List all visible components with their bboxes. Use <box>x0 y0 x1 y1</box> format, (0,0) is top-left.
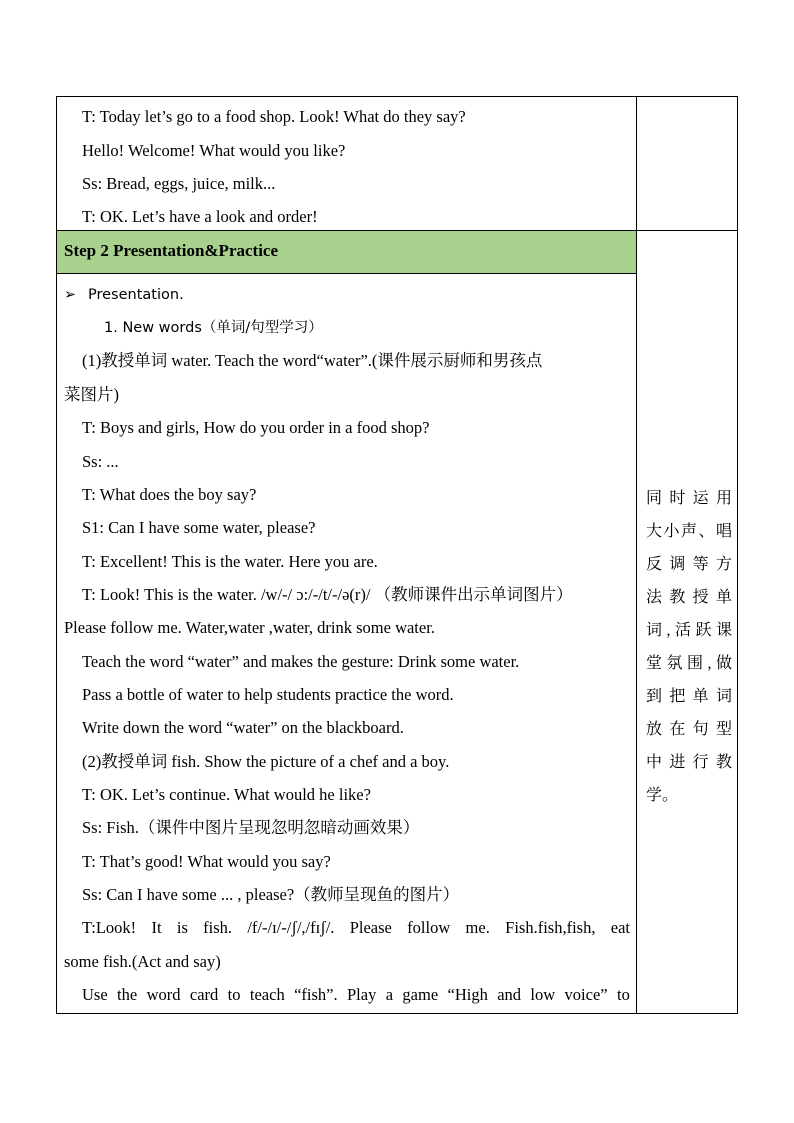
note-char: 中 <box>646 754 663 771</box>
note-char: 进 <box>669 754 686 771</box>
word: and <box>497 985 522 1004</box>
note-char: 小 <box>663 523 680 540</box>
note-char: 氛 <box>666 655 683 672</box>
word: eat <box>610 918 630 937</box>
table-border-top <box>56 96 738 97</box>
word: “fish”. <box>294 985 338 1004</box>
table-border-right <box>737 96 738 1014</box>
teaching-note-line <box>646 482 732 515</box>
body-line: T: Boys and girls, How do you order in a food shop? <box>82 418 430 437</box>
body-line: Ss: Can I have some ... , please?（教师呈现鱼的图片） <box>82 885 460 904</box>
body-line: 菜图片) <box>64 385 119 404</box>
note-char: , <box>707 655 712 672</box>
note-char: 行 <box>692 754 709 771</box>
new-words-heading: 1. New words（单词/句型学习） <box>104 320 323 336</box>
word: to <box>616 985 630 1004</box>
note-char: 活 <box>674 622 691 639</box>
note-char: 句 <box>692 721 709 738</box>
note-char: 用 <box>715 490 732 507</box>
presentation-bullet <box>64 285 184 305</box>
note-char: 教 <box>669 589 686 606</box>
table-border-bottom <box>56 1013 738 1014</box>
note-char: 课 <box>715 622 732 639</box>
word: fish. <box>203 918 233 937</box>
body-line: Pass a bottle of water to help students practice the word. <box>82 685 454 704</box>
body-line: Write down the word “water” on the blackboard. <box>82 718 404 737</box>
word: card <box>189 985 219 1004</box>
word: is <box>176 918 188 937</box>
note-char: 反 <box>646 556 663 573</box>
word: /f/-/ɪ/-/ʃ/,/fɪʃ/. <box>247 918 335 937</box>
note-char: 大 <box>646 523 663 540</box>
teaching-note <box>646 482 732 812</box>
body-line: T: What does the boy say? <box>82 485 257 504</box>
note-char: 教 <box>715 754 732 771</box>
note-char: 授 <box>692 589 709 606</box>
body-line: Please follow me. Water,water ,water, drink some water. <box>64 618 435 637</box>
intro-line-3: Ss: Bread, eggs, juice, milk... <box>82 174 276 193</box>
teaching-note-line <box>646 779 732 812</box>
note-char: 。 <box>662 787 679 804</box>
teaching-note-line <box>646 680 732 713</box>
word: Fish.fish,fish, <box>505 918 596 937</box>
word: word <box>146 985 181 1004</box>
note-char: 、 <box>698 523 715 540</box>
note-char: 调 <box>669 556 686 573</box>
table-border-mid <box>636 96 637 1014</box>
note-char: 放 <box>646 721 663 738</box>
note-char: 词 <box>715 688 732 705</box>
body-line: T: That’s good! What would you say? <box>82 852 331 871</box>
word: Use <box>82 985 108 1004</box>
note-char: 学 <box>646 787 663 804</box>
note-char: 做 <box>715 655 732 672</box>
body-line: (1)教授单词 water. Teach the word“water”.(课件展示厨师和男孩点 <box>82 351 543 370</box>
body-line: Ss: ... <box>82 452 119 471</box>
body-line: some fish.(Act and say) <box>64 952 221 971</box>
note-char: 单 <box>692 688 709 705</box>
word: Please <box>349 918 392 937</box>
word: low <box>530 985 556 1004</box>
intro-line-2: Hello! Welcome! What would you like? <box>82 141 346 160</box>
word: to <box>227 985 241 1004</box>
note-char: , <box>666 622 671 639</box>
body-line: Ss: Fish.（课件中图片呈现忽明忽暗动画效果） <box>82 818 420 837</box>
word: me. <box>465 918 490 937</box>
note-char: 单 <box>715 589 732 606</box>
word: Play <box>346 985 377 1004</box>
body-line: Teach the word “water” and makes the gesture: Drink some water. <box>82 652 520 671</box>
word: game <box>402 985 439 1004</box>
teaching-note-line <box>646 548 732 581</box>
note-char: 围 <box>687 655 704 672</box>
note-char: 运 <box>692 490 709 507</box>
word: the <box>117 985 138 1004</box>
note-char: 型 <box>715 721 732 738</box>
presentation-label: Presentation. <box>88 287 184 303</box>
note-char: 唱 <box>715 523 732 540</box>
word: “High <box>447 985 488 1004</box>
note-char: 跃 <box>695 622 712 639</box>
teaching-note-line <box>646 746 732 779</box>
arrow-bullet-icon: ➢ <box>64 287 77 303</box>
step-title: Step 2 Presentation&Practice <box>64 241 279 260</box>
note-char: 堂 <box>646 655 663 672</box>
body-line-justified <box>82 985 630 1005</box>
body-line: S1: Can I have some water, please? <box>82 518 316 537</box>
intro-line-1: T: Today let’s go to a food shop. Look! What do they say? <box>82 107 466 126</box>
note-char: 到 <box>646 688 663 705</box>
word: a <box>385 985 394 1004</box>
word: T:Look! <box>82 918 137 937</box>
intro-line-4: T: OK. Let’s have a look and order! <box>82 207 318 226</box>
body-line: T: Excellent! This is the water. Here you are. <box>82 552 378 571</box>
note-char: 时 <box>669 490 686 507</box>
body-line: T: OK. Let’s continue. What would he like? <box>82 785 371 804</box>
note-char: 方 <box>715 556 732 573</box>
word: teach <box>249 985 285 1004</box>
teaching-note-line <box>646 515 732 548</box>
teaching-note-line <box>646 647 732 680</box>
word: follow <box>407 918 451 937</box>
note-char: 在 <box>669 721 686 738</box>
teaching-note-line <box>646 581 732 614</box>
note-char: 声 <box>680 523 697 540</box>
note-char: 等 <box>692 556 709 573</box>
note-char: 同 <box>646 490 663 507</box>
body-line: (2)教授单词 fish. Show the picture of a chef and a boy. <box>82 752 450 771</box>
note-char: 法 <box>646 589 663 606</box>
body-line-justified <box>82 918 630 938</box>
word: voice” <box>564 985 608 1004</box>
note-char: 词 <box>646 622 663 639</box>
teaching-note-line <box>646 713 732 746</box>
row-divider-2 <box>56 273 637 274</box>
teaching-note-line <box>646 614 732 647</box>
word: It <box>151 918 162 937</box>
note-char: 把 <box>669 688 686 705</box>
body-line: T: Look! This is the water. /w/-/ ɔ:/-/t/-/ə(r)/ （教师课件出示单词图片） <box>82 585 573 604</box>
